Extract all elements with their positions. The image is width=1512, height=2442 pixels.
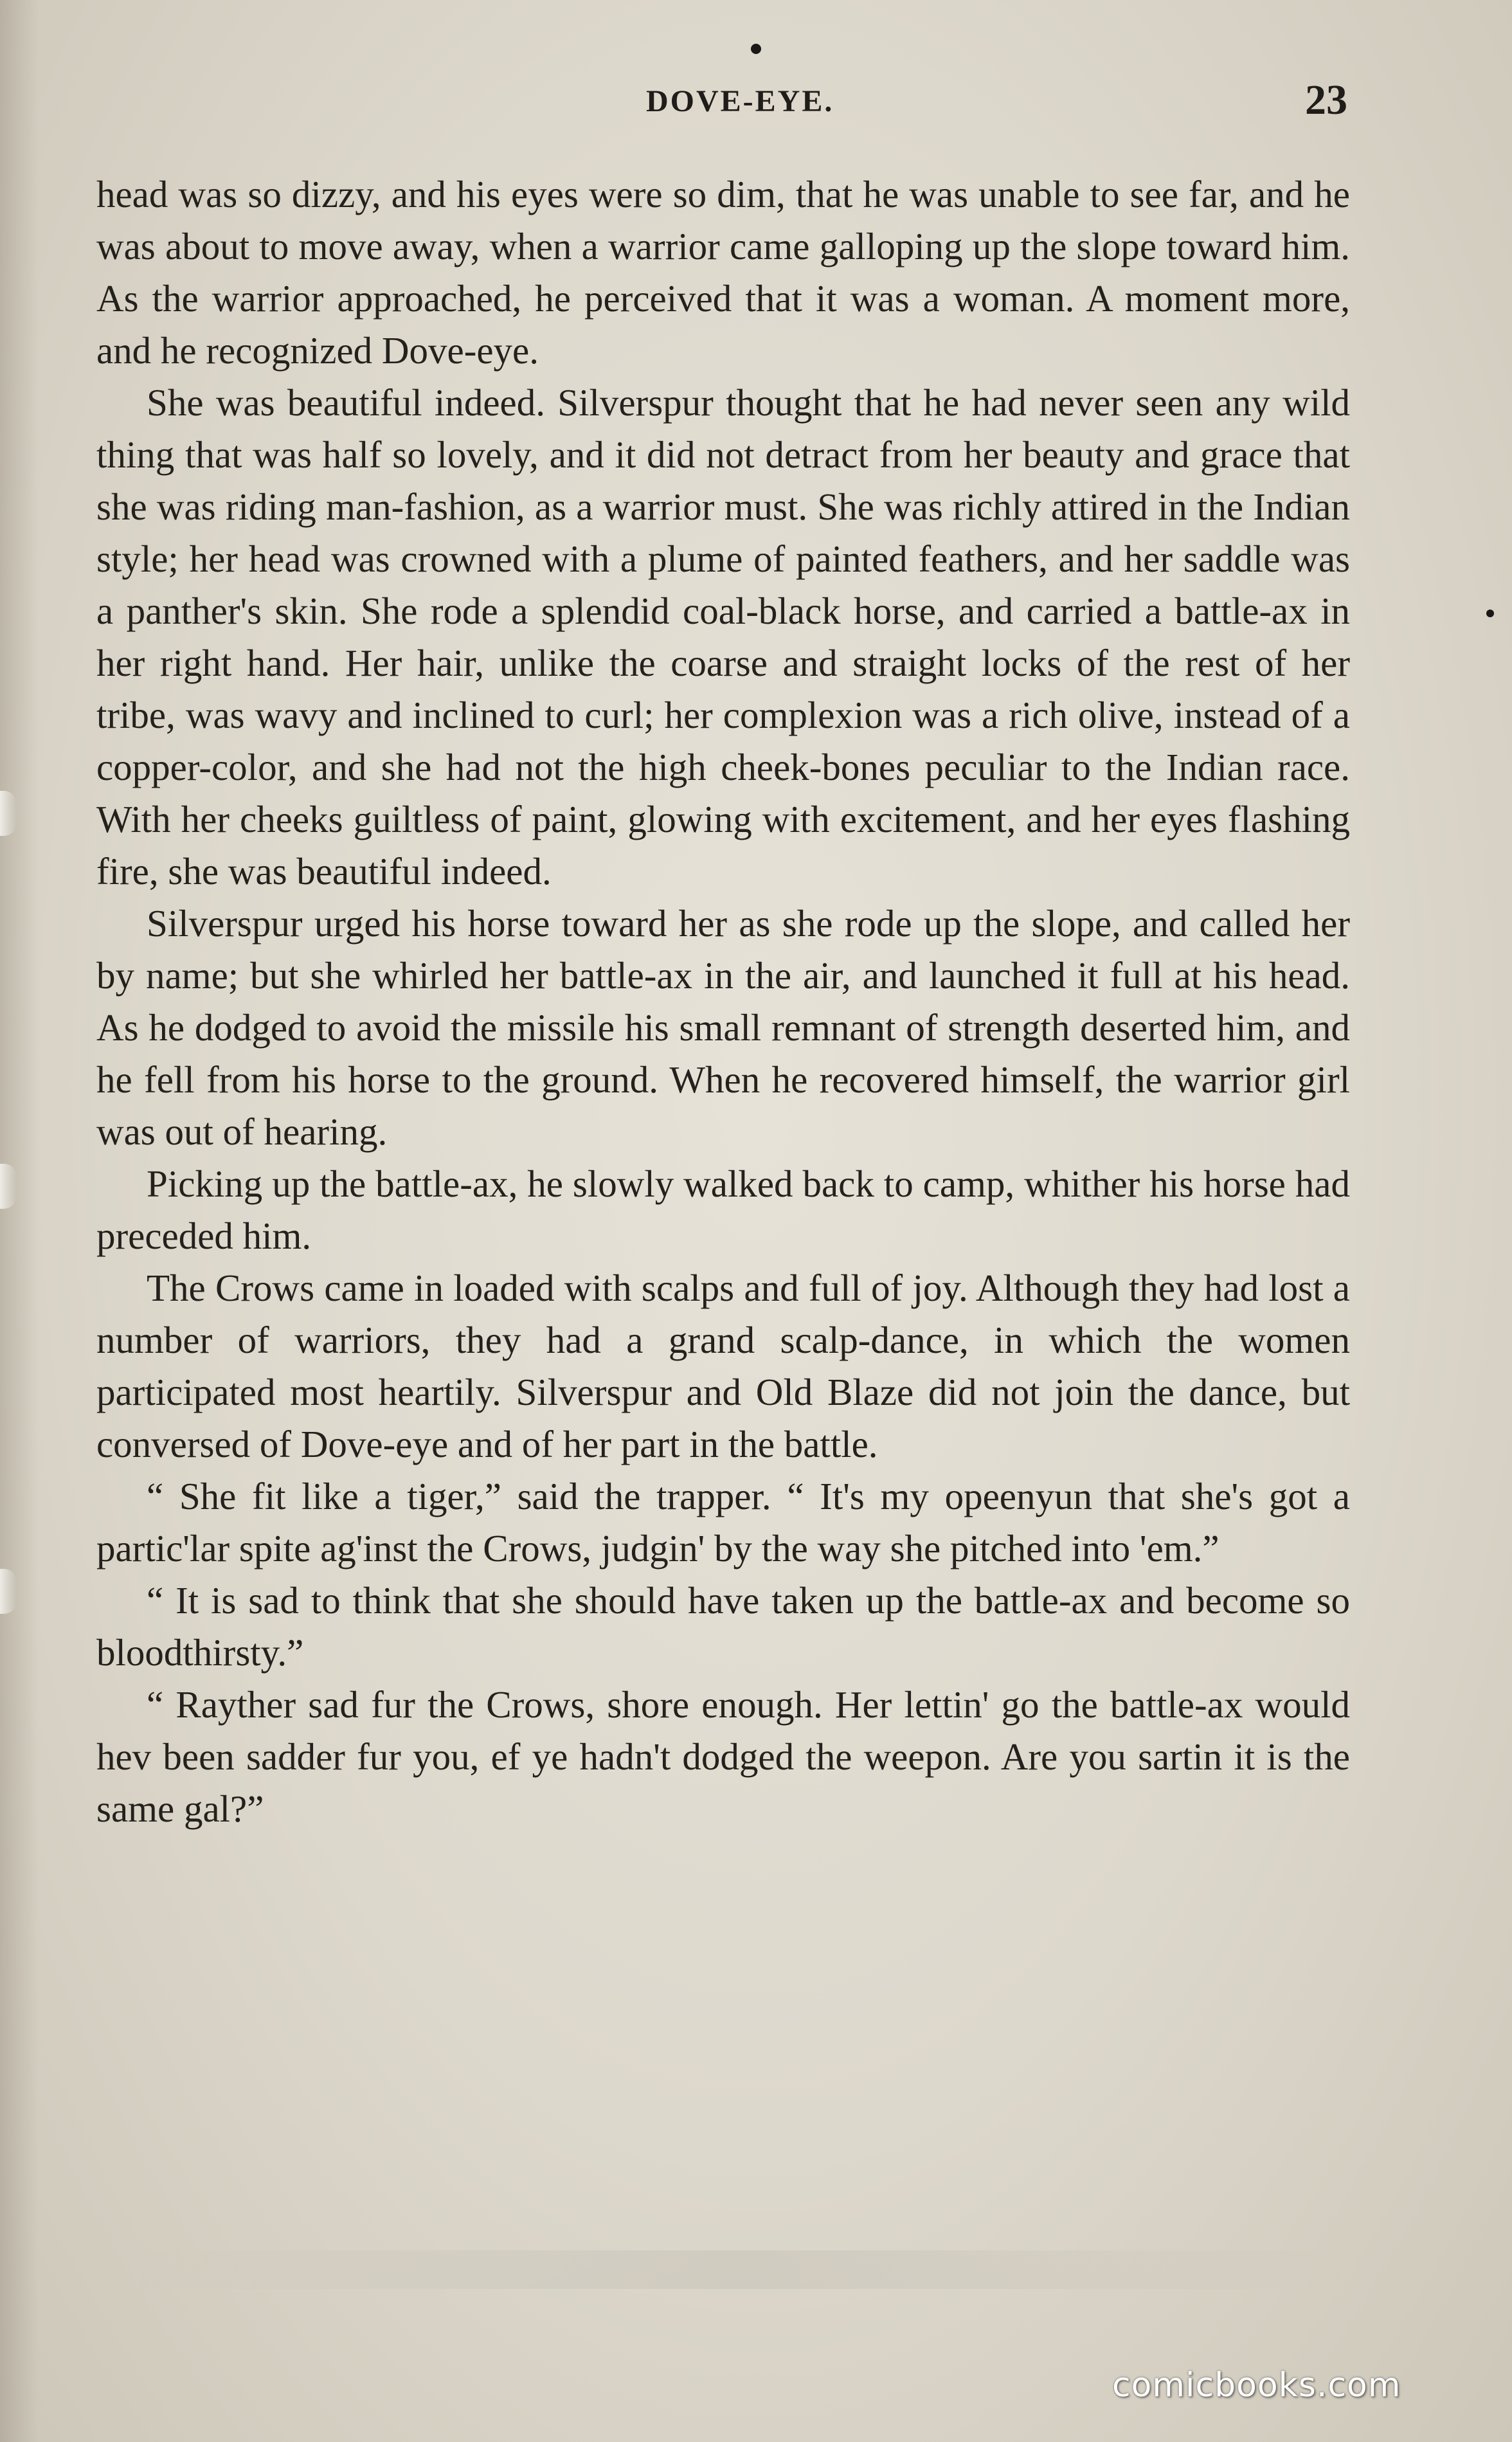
margin-wear-mark: [0, 1569, 17, 1614]
ink-dot: [751, 44, 761, 54]
paragraph: “ Rayther sad fur the Crows, shore enough. Her lettin' go the battle-ax would hev been sadder fur you, ef ye hadn't dodged the weepon. Are you sartin it is the same gal?”: [96, 1683, 1350, 1830]
margin-wear-mark: [0, 1164, 17, 1209]
paragraph: She was beautiful indeed. Silverspur thought that he had never seen any wild thing that was half so lovely, and it did not detract from her beauty and grace that she was riding man-fashion, as a warrior must. She was richly attired in the Indian style; her head was crowned with a plume of painted feathers, and her saddle was a panther's skin. She rode a splendid coal-black horse, and carried a battle-ax in her right hand. Her hair, unlike the coarse and straight locks of the rest of her tribe, was wavy and inclined to curl; her complexion was a rich olive, instead of a copper-color, and she had not the high cheek-bones peculiar to the Indian race. With her cheeks guiltless of paint, glowing with excitement, and her eyes flashing fire, she was beautiful indeed.: [96, 381, 1350, 892]
watermark: comicbooks.com: [1112, 2366, 1401, 2405]
paragraph: head was so dizzy, and his eyes were so dim, that he was unable to see far, and he was about to move away, when a warrior came galloping up the slope toward him. As the warrior approached, he perceived that it was a woman. A moment more, and he recognized Dove-eye.: [96, 173, 1350, 372]
paragraph: The Crows came in loaded with scalps and full of joy. Although they had lost a number of warriors, they had a grand scalp-dance, in which the women participated most heartily. Silverspur and Old Blaze did not join the dance, but conversed of Dove-eye and of her part in the battle.: [96, 1267, 1350, 1465]
paragraph: Silverspur urged his horse toward her as she rode up the slope, and called her by name; but she whirled her battle-ax in the air, and launched it full at his head. As he dodged to avoid the missile his small remnant of strength deserted him, and he fell from his horse to the ground. When he recovered himself, the warrior girl was out of hearing.: [96, 902, 1350, 1153]
running-title: DOVE-EYE.: [646, 84, 834, 118]
show-through-bleed: [129, 2250, 1350, 2289]
ink-dot-right: [1486, 610, 1494, 617]
page-edge-shadow: [0, 0, 39, 2442]
paragraph: “ It is sad to think that she should have taken up the battle-ax and become so bloodthirsty.”: [96, 1579, 1350, 1674]
paragraph: “ She fit like a tiger,” said the trapper. “ It's my opeenyun that she's got a partic'lar spite ag'inst the Crows, judgin' by the way she pitched into 'em.”: [96, 1475, 1350, 1569]
body-text: [96, 168, 1350, 1835]
paragraph: Picking up the battle-ax, he slowly walked back to camp, whither his horse had preceded him.: [96, 1162, 1350, 1257]
page-number: 23: [1305, 77, 1347, 123]
margin-wear-mark: [0, 791, 17, 836]
